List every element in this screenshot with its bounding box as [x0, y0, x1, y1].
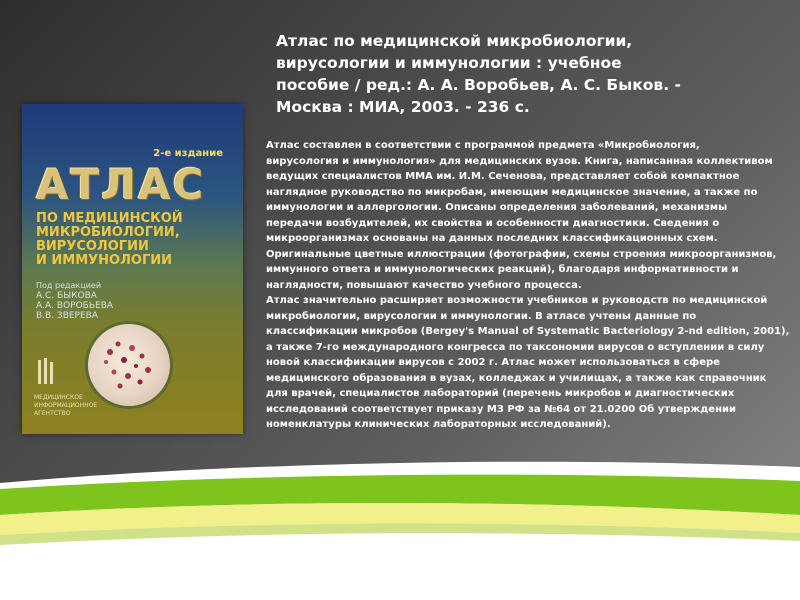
body-line: иммунного ответа и иммунологических реакций), благодаря информативности и [266, 264, 739, 275]
slide-body [266, 138, 790, 433]
body-line: классификации микробов (Bergey's Manual of Systematic Bacteriology 2-nd edition, 2001), [266, 326, 790, 337]
body-line: а также 7-го международного конгресса по таксономии вирусов о вступлении в силу [266, 341, 765, 353]
book-editor-name: В.В. ЗВЕРЕВА [36, 311, 99, 321]
book-publisher-line: АГЕНТСТВО [34, 410, 71, 417]
book-subtitle [36, 212, 236, 268]
body-line: микробиологии, вирусологии и иммунологии. В атласе учтены данные по [266, 310, 697, 322]
body-line: вирусология и иммунология» для медицинских вузов. Книга, написанная коллективом [266, 155, 773, 167]
book-edition: 2-е издание [153, 148, 223, 159]
book-cover-image [22, 104, 243, 434]
wave-bands-graphic [0, 455, 800, 600]
slide-title [276, 30, 776, 118]
body-line: номенклатуры клинических лабораторных исследований). [266, 419, 611, 430]
book-subtitle-line: ВИРУСОЛОГИИ [36, 239, 149, 254]
body-line: наглядности, повышают качество учебного процесса. [266, 279, 582, 291]
book-editor-name: А.С. БЫКОВА [36, 291, 97, 301]
book-publisher-line: МЕДИЦИНСКОЕ [34, 394, 83, 401]
body-line: микроорганизмах основаны на данных последних классификационных схем. [266, 233, 718, 244]
book-subtitle-line: МИКРОБИОЛОГИИ, [36, 225, 180, 240]
slide-title-line: Москва : МИА, 2003. - 236 с. [276, 98, 530, 116]
body-line: исследований соответствует приказу МЗ РФ за №64 от 21.0200 Об утверждении [266, 403, 737, 415]
body-line: Атлас значительно расширяет возможности учебников и руководств по медицинской [266, 295, 768, 306]
bacteria-dots-icon [88, 324, 170, 406]
microscope-image [88, 324, 170, 406]
book-editors-label: Под редакцией [36, 281, 102, 290]
publisher-logo-icon [36, 356, 56, 386]
slide-title-line: пособие / ред.: А. А. Воробьев, А. С. Быков. - [276, 76, 681, 94]
body-line: медицинского образования в вузах, колледжах и училищах, а также как справочник [266, 372, 767, 384]
body-line: для врачей, специалистов лабораторий (перечень микробов и диагностических [266, 388, 735, 399]
body-line: Атлас составлен в соответствии с программой предмета «Микробиология, [266, 140, 700, 151]
body-line: новой классификации вирусов с 2002 г. Атлас может использоваться в сфере [266, 357, 720, 368]
body-line: ведущих специалистов ММА им. И.М. Сеченова, представляет собой компактное [266, 171, 740, 182]
decorative-bands [0, 455, 800, 600]
book-title: АТЛАС [36, 160, 206, 209]
body-line: иммунологии и аллергологии. Описаны определения заболеваний, механизмы [266, 202, 728, 213]
book-editors [36, 281, 113, 321]
book-subtitle-line: ПО МЕДИЦИНСКОЙ [36, 211, 183, 226]
book-subtitle-line: И ИММУНОЛОГИИ [36, 253, 173, 268]
body-line: передачи возбудителей, их свойства и особенности диагностики. Сведения о [266, 217, 720, 229]
book-publisher [34, 394, 97, 418]
body-line: Оригинальные цветные иллюстрации (фотографии, схемы строения микроорганизмов, [266, 248, 777, 260]
book-publisher-line: ИНФОРМАЦИОННОЕ [34, 402, 98, 409]
slide-title-line: вирусологии и иммунологии : учебное [276, 54, 622, 72]
slide-title-line: Атлас по медицинской микробиологии, [276, 32, 633, 50]
body-line: наглядное руководство по микробам, имеющим медицинское значение, а также по [266, 186, 758, 198]
book-editor-name: А.А. ВОРОБЬЕВА [36, 301, 114, 311]
